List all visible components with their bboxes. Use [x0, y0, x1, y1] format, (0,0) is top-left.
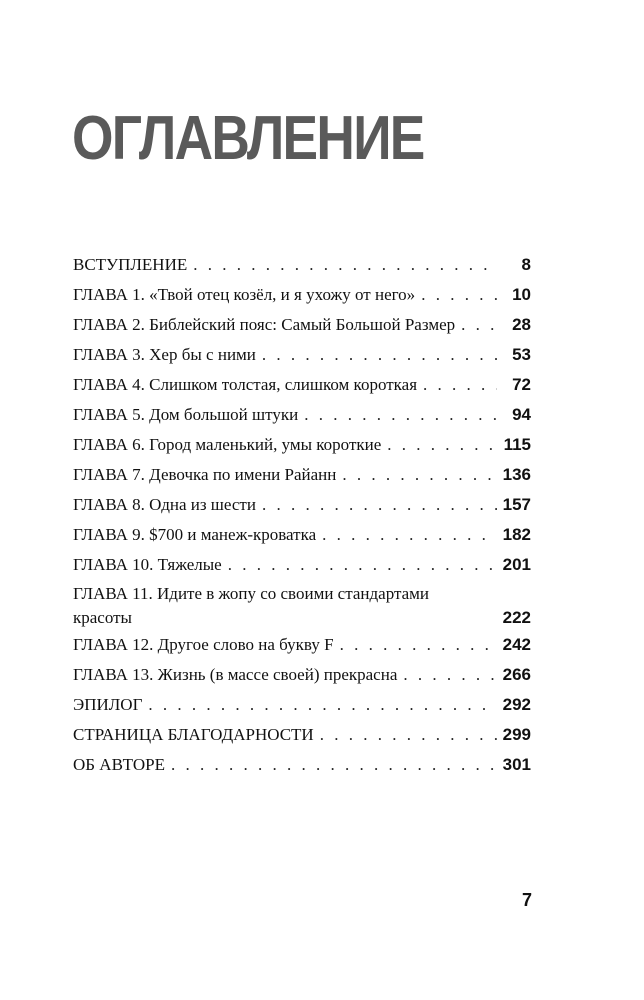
page-title: ОГЛАВЛЕНИЕ — [72, 104, 424, 173]
toc-entry-chapter-5 — [73, 400, 531, 430]
toc-entry-page: 292 — [502, 695, 531, 714]
toc-entry-page: 8 — [521, 255, 531, 274]
table-of-contents — [73, 250, 531, 780]
dot-leader — [193, 250, 497, 280]
toc-entry-label: ГЛАВА 10. Тяжелые — [73, 555, 222, 574]
toc-entry-label: ГЛАВА 2. Библейский пояс: Самый Большой Размер — [73, 315, 456, 334]
toc-entry-introduction — [73, 250, 531, 280]
toc-entry-label: ГЛАВА 11. Идите в жопу со своими стандартами красоты — [73, 584, 430, 627]
dot-leader — [461, 310, 497, 340]
toc-entry-chapter-7 — [73, 460, 531, 490]
toc-entry-chapter-13 — [73, 660, 531, 690]
toc-entry-chapter-9 — [73, 520, 531, 550]
toc-entry-chapter-6 — [73, 430, 531, 460]
toc-entry-label: ЭПИЛОГ — [73, 695, 143, 714]
toc-entry-page: 182 — [502, 525, 531, 544]
toc-entry-page: 222 — [502, 608, 531, 627]
toc-entry-page: 242 — [502, 635, 531, 654]
toc-entry-page: 266 — [502, 665, 531, 684]
toc-entry-chapter-3 — [73, 340, 531, 370]
dot-leader — [171, 750, 497, 780]
dot-leader — [228, 550, 497, 580]
toc-entry-label: ГЛАВА 6. Город маленький, умы короткие — [73, 435, 382, 454]
dot-leader — [320, 720, 497, 750]
toc-entry-label: ГЛАВА 9. $700 и манеж-кроватка — [73, 525, 317, 544]
dot-leader — [423, 370, 497, 400]
toc-entry-label: ВСТУПЛЕНИЕ — [73, 255, 188, 274]
toc-entry-page: 72 — [512, 375, 531, 394]
toc-entry-label: ГЛАВА 5. Дом большой штуки — [73, 405, 299, 424]
dot-leader — [262, 340, 497, 370]
toc-entry-page: 115 — [503, 435, 531, 454]
toc-entry-page: 201 — [502, 555, 531, 574]
toc-entry-chapter-10 — [73, 550, 531, 580]
toc-entry-page: 157 — [502, 495, 531, 514]
toc-entry-label: СТРАНИЦА БЛАГОДАРНОСТИ — [73, 725, 314, 744]
toc-entry-page: 10 — [512, 285, 531, 304]
toc-entry-label: ГЛАВА 7. Девочка по имени Райанн — [73, 465, 337, 484]
dot-leader — [387, 430, 497, 460]
dot-leader — [403, 660, 496, 690]
dot-leader — [322, 520, 496, 550]
toc-entry-chapter-8 — [73, 490, 531, 520]
toc-entry-label: ГЛАВА 13. Жизнь (в массе своей) прекрасна — [73, 665, 398, 684]
page-number: 7 — [521, 890, 532, 910]
dot-leader — [304, 400, 497, 430]
toc-entry-page: 301 — [502, 755, 531, 774]
toc-entry-label: ГЛАВА 12. Другое слово на букву F — [73, 635, 334, 654]
toc-entry-chapter-12 — [73, 630, 531, 660]
toc-entry-about-author — [73, 750, 531, 780]
toc-entry-label: ГЛАВА 1. «Твой отец козёл, и я ухожу от него» — [73, 285, 416, 304]
dot-leader — [340, 630, 497, 660]
dot-leader — [421, 280, 497, 310]
toc-entry-label: ГЛАВА 8. Одна из шести — [73, 495, 256, 514]
dot-leader — [262, 490, 497, 520]
toc-entry-page: 53 — [512, 345, 531, 364]
toc-entry-page: 94 — [512, 405, 531, 424]
toc-entry-chapter-2 — [73, 310, 531, 340]
toc-entry-page: 299 — [502, 725, 531, 744]
toc-entry-label: ГЛАВА 4. Слишком толстая, слишком короткая — [73, 375, 418, 394]
dot-leader — [342, 460, 496, 490]
toc-entry-page: 136 — [502, 465, 531, 484]
toc-entry-label: ОБ АВТОРЕ — [73, 755, 165, 774]
toc-entry-chapter-11 — [73, 580, 531, 630]
toc-entry-label: ГЛАВА 3. Хер бы с ними — [73, 345, 256, 364]
toc-entry-page: 28 — [512, 315, 531, 334]
toc-entry-acknowledgements — [73, 720, 531, 750]
toc-entry-chapter-4 — [73, 370, 531, 400]
toc-entry-chapter-1 — [73, 280, 531, 310]
dot-leader — [148, 690, 496, 720]
toc-entry-epilogue — [73, 690, 531, 720]
